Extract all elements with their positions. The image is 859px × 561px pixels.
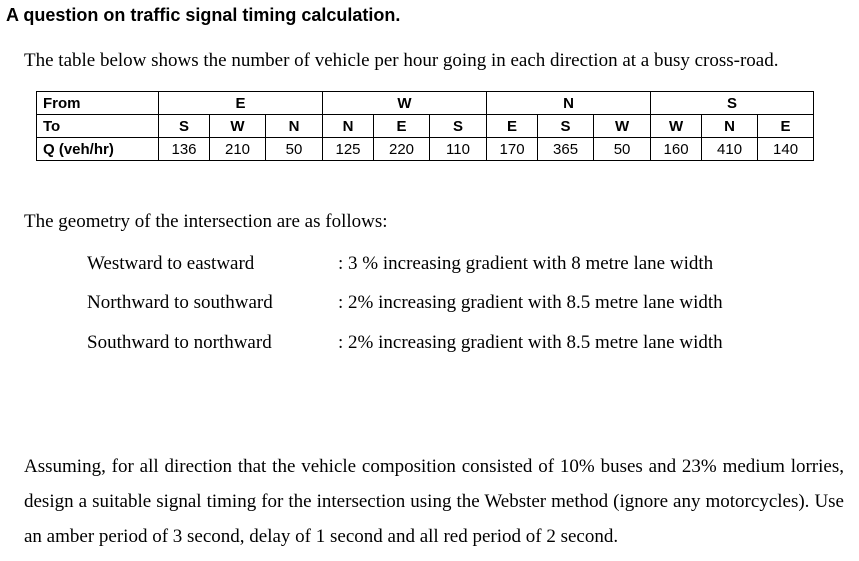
to-cell: E bbox=[758, 115, 814, 138]
q-cell: 110 bbox=[430, 138, 487, 161]
geometry-intro: The geometry of the intersection are as follows: bbox=[24, 211, 388, 232]
q-label: Q (veh/hr) bbox=[37, 138, 159, 161]
q-cell: 140 bbox=[758, 138, 814, 161]
q-cell: 50 bbox=[266, 138, 323, 161]
to-cell: E bbox=[374, 115, 430, 138]
to-cell: E bbox=[487, 115, 538, 138]
q-cell: 160 bbox=[651, 138, 702, 161]
to-cell: S bbox=[430, 115, 487, 138]
from-cell: N bbox=[487, 92, 651, 115]
to-cell: W bbox=[210, 115, 266, 138]
to-cell: N bbox=[266, 115, 323, 138]
to-cell: N bbox=[323, 115, 374, 138]
q-cell: 220 bbox=[374, 138, 430, 161]
to-cell: N bbox=[702, 115, 758, 138]
q-cell: 170 bbox=[487, 138, 538, 161]
from-cell: E bbox=[159, 92, 323, 115]
to-label: To bbox=[37, 115, 159, 138]
q-cell: 125 bbox=[323, 138, 374, 161]
q-cell: 365 bbox=[538, 138, 594, 161]
to-cell: W bbox=[651, 115, 702, 138]
intro-sentence: The table below shows the number of vehicle per hour going in each direction at a busy cross-road. bbox=[24, 50, 779, 71]
from-cell: S bbox=[651, 92, 814, 115]
from-cell: W bbox=[323, 92, 487, 115]
q-cell: 50 bbox=[594, 138, 651, 161]
q-cell: 210 bbox=[210, 138, 266, 161]
geometry-value: : 3 % increasing gradient with 8 metre lane width bbox=[338, 253, 714, 274]
geometry-value: : 2% increasing gradient with 8.5 metre lane width bbox=[338, 292, 723, 313]
to-cell: S bbox=[538, 115, 594, 138]
from-label: From bbox=[37, 92, 159, 115]
to-cell: S bbox=[159, 115, 210, 138]
geometry-label: Northward to southward bbox=[87, 292, 273, 313]
question-heading: A question on traffic signal timing calculation. bbox=[6, 5, 401, 25]
traffic-volume-table bbox=[36, 91, 814, 161]
geometry-label: Southward to northward bbox=[87, 332, 272, 353]
q-cell: 410 bbox=[702, 138, 758, 161]
q-row bbox=[37, 138, 814, 161]
from-row bbox=[37, 92, 814, 115]
to-cell: W bbox=[594, 115, 651, 138]
assumption-paragraph: Assuming, for all direction that the vehicle composition consisted of 10% buses and 23% medium lorries, design a suitable signal timing for the intersection using the Webster method (ignore any motorcycles). Use an amber period of 3 second, delay of 1 second and all red period of 2 second. bbox=[24, 456, 844, 547]
q-cell: 136 bbox=[159, 138, 210, 161]
to-row bbox=[37, 115, 814, 138]
geometry-value: : 2% increasing gradient with 8.5 metre lane width bbox=[338, 332, 723, 353]
geometry-label: Westward to eastward bbox=[87, 253, 255, 274]
